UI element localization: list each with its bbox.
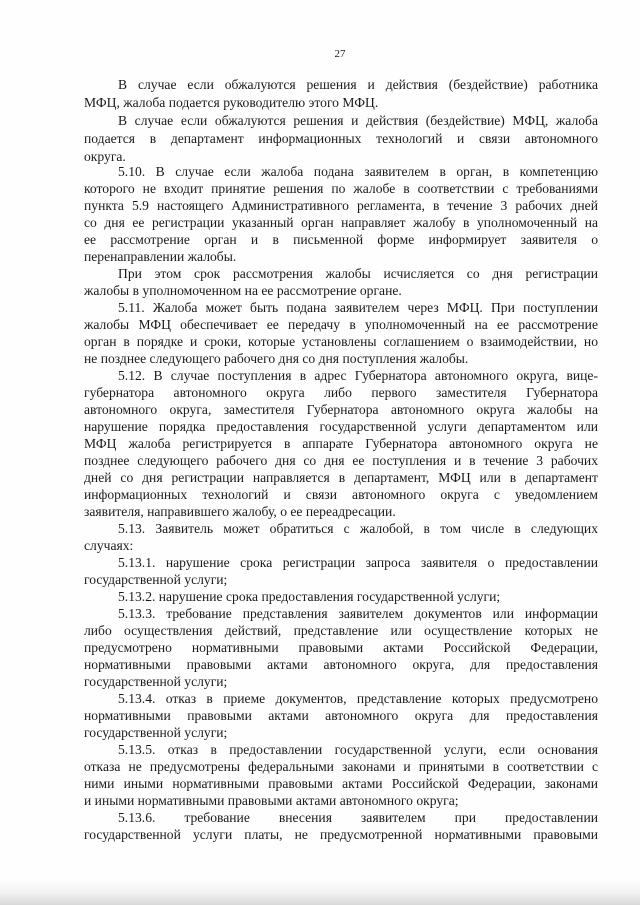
text-line: случаях:	[84, 538, 134, 553]
text-line: орган в порядке и сроки, которые установлены соглашением о взаимодействии, но	[84, 334, 598, 349]
text-line: перенаправлении жалобы.	[84, 249, 237, 264]
text-line: дней со дня регистрации направляется в департамент, МФЦ или в департамент	[84, 470, 598, 485]
text-line: нормативными правовыми актами автономного округа, для предоставления	[84, 657, 598, 672]
text-line: пункта 5.9 настоящего Административного регламента, в течение 3 рабочих дней	[84, 198, 598, 213]
text-line: подается в департамент информационных технологий и связи автономного	[84, 131, 598, 146]
text-line: В случае если обжалуются решения и действия (бездействие) МФЦ, жалоба	[118, 113, 598, 128]
text-line: 5.12. В случае поступления в адрес Губернатора автономного округа, вице-	[118, 368, 598, 383]
text-line: информационных технологий и связи автономного округа с уведомлением	[84, 487, 598, 502]
text-line: государственной услуги;	[84, 725, 228, 740]
text-line: 5.13.2. нарушение срока предоставления государственной услуги;	[118, 589, 501, 604]
text-line: губернатора автономного округа либо первого заместителя Губернатора	[84, 385, 598, 400]
text-line: нарушение порядка предоставления государственной услуги департаментом или	[84, 419, 598, 434]
text-line: автономного округа, заместителя Губернатора автономного округа жалобы на	[84, 402, 598, 417]
text-line: заявителя, направившего жалобу, о ее переадресации.	[84, 504, 396, 519]
text-line: МФЦ жалоба регистрируется в аппарате Губернатора автономного округа не	[84, 436, 598, 451]
text-line: округа.	[84, 149, 126, 164]
text-line: не позднее следующего рабочего дня со дня поступления жалобы.	[84, 351, 469, 366]
text-line: 5.13.5. отказ в предоставлении государственной услуги, если основания	[118, 742, 598, 757]
text-line: 5.10. В случае если жалоба подана заявителем в орган, в компетенцию	[118, 164, 598, 179]
text-line: государственной услуги;	[84, 674, 228, 689]
text-line: позднее следующего рабочего дня со дня ее поступления и в течение 3 рабочих	[84, 453, 598, 468]
text-line: МФЦ, жалоба подается руководителю этого МФЦ.	[84, 95, 379, 110]
text-line: ее рассмотрение орган и в письменной форме информирует заявителя о	[84, 232, 598, 247]
text-line: предусмотрено нормативными правовыми актами Российской Федерации,	[84, 640, 598, 655]
text-line: При этом срок рассмотрения жалобы исчисляется со дня регистрации	[118, 266, 598, 281]
text-line: отказа не предусмотрены федеральными законами и принятыми в соответствии с	[84, 759, 598, 774]
text-line: 5.11. Жалоба может быть подана заявителем через МФЦ. При поступлении	[118, 300, 598, 315]
text-line: 5.13.4. отказ в приеме документов, представление которых предусмотрено	[118, 691, 598, 706]
text-line: 5.13.1. нарушение срока регистрации запроса заявителя о предоставлении	[118, 555, 598, 570]
scan-bottom-edge	[0, 878, 640, 905]
text-line: нормативными правовыми актами автономного округа для предоставления	[84, 708, 598, 723]
text-line: которого не входит принятие решения по жалобе в соответствии с требованиями	[84, 181, 598, 196]
text-line: 5.13. Заявитель может обратиться с жалобой, в том числе в следующих	[118, 521, 598, 536]
text-line: жалобы МФЦ обеспечивает ее передачу в уполномоченный на ее рассмотрение	[84, 317, 598, 332]
text-line: либо осуществления действий, представление или осуществление которых не	[84, 623, 598, 638]
text-line: 5.13.3. требование представления заявителем документов или информации	[118, 606, 598, 621]
text-line: ними иными нормативными правовыми актами Российской Федерации, законами	[84, 776, 598, 791]
text-line: и иными нормативными правовыми актами автономного округа;	[84, 793, 459, 808]
text-line: государственной услуги;	[84, 572, 228, 587]
text-line: В случае если обжалуются решения и действия (бездействие) работника	[118, 77, 598, 92]
text-line: со дня ее регистрации указанный орган направляет жалобу в уполномоченный на	[84, 215, 598, 230]
page-number: 27	[334, 48, 346, 60]
text-line: жалобы в уполномоченном на ее рассмотрение органе.	[84, 283, 402, 298]
text-line: 5.13.6. требование внесения заявителем при предоставлении	[118, 810, 598, 825]
text-line: государственной услуги платы, не предусмотренной нормативными правовыми	[84, 827, 598, 842]
